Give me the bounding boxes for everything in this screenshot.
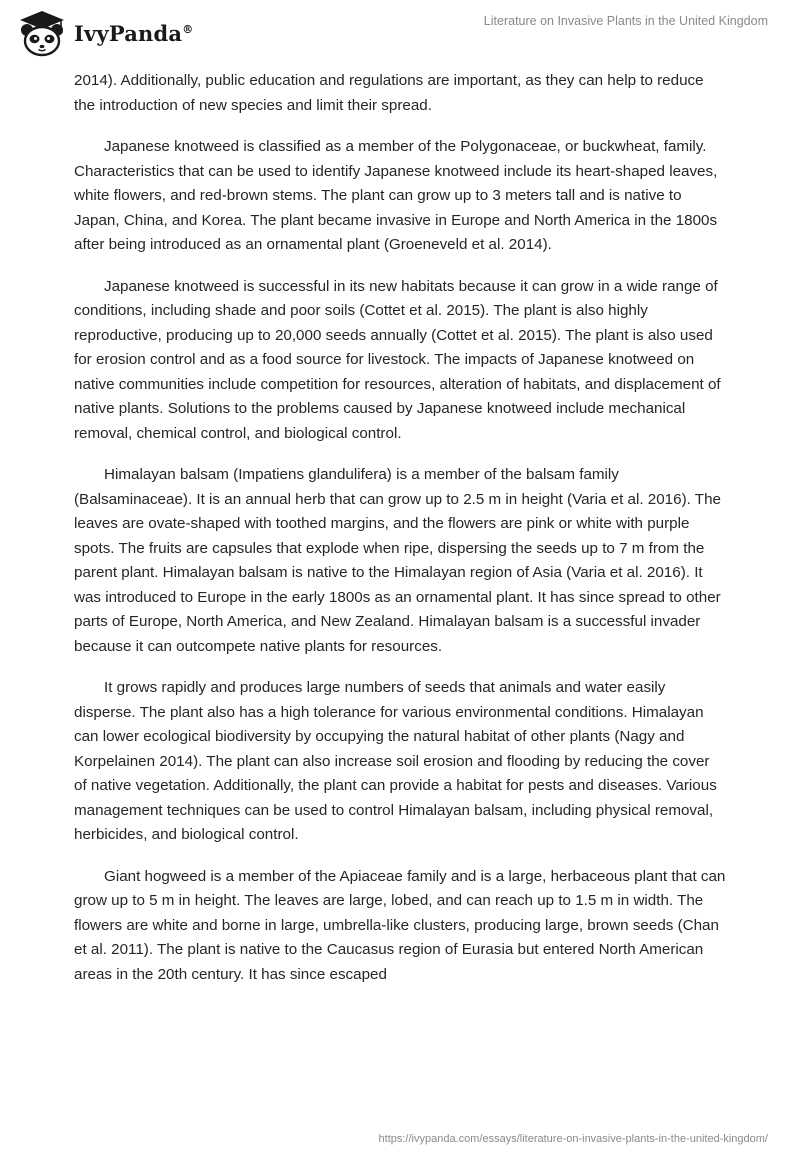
page-header [0,0,800,64]
document-title: Literature on Invasive Plants in the United Kingdom [483,14,768,28]
paragraph: 2014). Additionally, public education and regulations are important, as they can help to reduce the introduction of new species and limit their spread. [74,72,704,114]
paragraph: Giant hogweed is a member of the Apiaceae family and is a large, herbaceous plant that can grow up to 5 m in height. The leaves are large, lobed, and can reach up to 1.5 m in width. The flowers are white and borne in large, umbrella-like clusters, producing large, brown seeds (Chan et al. 2011). The plant is native to the Caucasus region of Eurasia but entered North American areas in the 20th century. It has since escaped [74,867,726,983]
paragraph: It grows rapidly and produces large numbers of seeds that animals and water easily disperse. The plant also has a high tolerance for various environmental conditions. Himalayan can lower ecological biodiversity by occupying the natural habitat of other plants (Nagy and Korpelainen 2014). The plant can also increase soil erosion and flooding by reducing the cover of native vegetation. Additionally, the plant can provide a habitat for pests and diseases. Various management techniques can be used to control Himalayan balsam, including physical removal, herbicides, and biological control. [74,679,717,843]
panda-logo-icon [14,8,70,58]
brand-name: IvyPanda® [74,20,194,46]
paragraph: Japanese knotweed is successful in its new habitats because it can grow in a wide range of conditions, including shade and poor soils (Cottet et al. 2015). The plant is also highly reproductive, producing up to 20,000 seeds annually (Cottet et al. 2015). The plant is also used for erosion control and as a food source for livestock. The impacts of Japanese knotweed on native communities include competition for resources, alteration of habitats, and displacement of native plants. Solutions to the problems caused by Japanese knotweed include mechanical removal, chemical control, and biological control. [74,277,721,442]
source-url-link[interactable]: https://ivypanda.com/essays/literature-on-invasive-plants-in-the-united-kingdom/ [378,1133,768,1145]
logo[interactable] [14,8,193,58]
essay-body [74,69,726,1004]
paragraph: Japanese knotweed is classified as a member of the Polygonaceae, or buckwheat, family. Characteristics that can be used to identify Japanese knotweed include its heart-shaped leaves, white flowers, and red-brown stems. The plant can grow up to 3 meters tall and is native to Japan, China, and Korea. The plant became invasive in Europe and North America in the 1800s after being introduced as an ornamental plant (Groeneveld et al. 2014). [74,138,718,253]
paragraph: Himalayan balsam (Impatiens glandulifera) is a member of the balsam family (Balsaminaceae). It is an annual herb that can grow up to 2.5 m in height (Varia et al. 2016). The leaves are ovate-shaped with toothed margins, and the flowers are pink or white with purple spots. The fruits are capsules that explode when ripe, dispersing the seeds up to 7 m from the parent plant. Himalayan balsam is native to the Himalayan region of Asia (Varia et al. 2016). It was introduced to Europe in the early 1800s as an ornamental plant. It has since spread to other parts of Europe, North America, and New Zealand. Himalayan balsam is a successful invader because it can outcompete native plants for resources. [74,466,721,655]
